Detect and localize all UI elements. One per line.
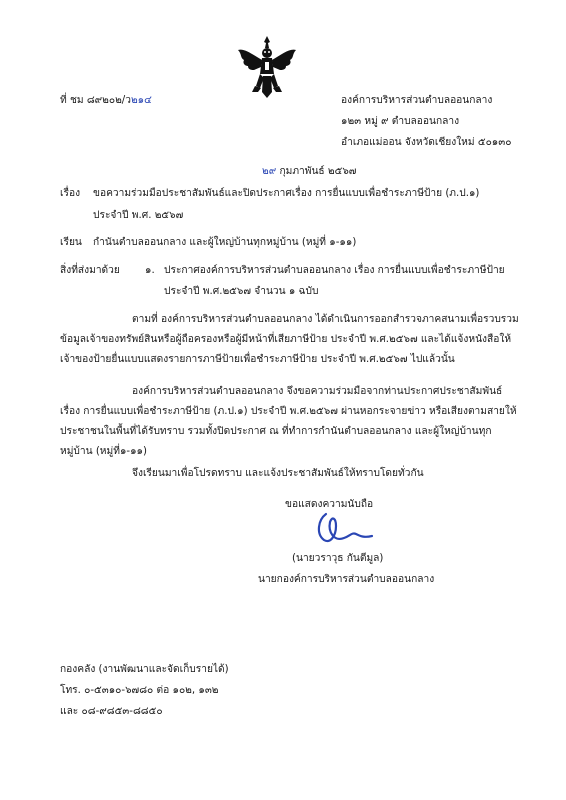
organization-name: องค์การบริหารส่วนตำบลออนกลาง [341, 95, 493, 106]
subject-line-1: ขอความร่วมมือประชาสัมพันธ์และปิดประกาศเรื่อง การยื่นแบบเพื่อชำระภาษีป้าย (ภ.ป.๑) [93, 188, 480, 199]
paragraph-1-line-3: เจ้าของป้ายยื่นแบบแสดงรายการภาษีป้ายเพื่อชำระภาษีป้าย ประจำปี พ.ศ.๒๕๖๗ ไปแล้วนั้น [60, 354, 455, 365]
paragraph-1-line-2: ข้อมูลเจ้าของทรัพย์สินหรือผู้ถือครองหรือผู้มีหน้าที่เสียภาษีป้าย ประจำปี พ.ศ.๒๕๖๗ และได้แจ้งหนังสือให้ [60, 334, 512, 345]
recipient-text: กำนันตำบลออนกลาง และผู้ใหญ่บ้านทุกหมู่บ้าน (หมู่ที่ ๑-๑๑) [93, 237, 357, 248]
signer-title: นายกองค์การบริหารส่วนตำบลออนกลาง [258, 574, 435, 585]
document-number-prefix: ที่ ชม ๘๙๒๐๒/ว [60, 95, 131, 106]
garuda-emblem-icon [234, 34, 300, 100]
closing-salutation: ขอแสดงความนับถือ [285, 499, 374, 510]
footer-department: กองคลัง (งานพัฒนาและจัดเก็บรายได้) [60, 664, 229, 675]
footer-phone: โทร. ๐-๕๓๑๐-๖๗๘๐ ต่อ ๑๐๒, ๑๓๒ [60, 685, 219, 696]
organization-address-line-2: อำเภอแม่ออน จังหวัดเชียงใหม่ ๕๐๑๓๐ [341, 137, 512, 148]
document-number [60, 92, 152, 108]
enclosure-line-1: ประกาศองค์การบริหารส่วนตำบลออนกลาง เรื่อง การยื่นแบบเพื่อชำระภาษีป้าย [164, 265, 505, 276]
document-date [262, 163, 356, 179]
signer-name: (นายวราวุธ กันตีมูล) [292, 553, 384, 564]
paragraph-2-line-3: ประชาชนในพื้นที่ได้รับทราบ รวมทั้งปิดประกาศ ณ ที่ทำการกำนันตำบลออนกลาง และผู้ใหญ่บ้านทุก [60, 426, 492, 437]
enclosure-item-number: ๑. [145, 265, 155, 276]
subject-line-2: ประจำปี พ.ศ. ๒๕๖๗ [93, 210, 184, 221]
document-number-handwritten: ๒๑๔ [130, 95, 152, 106]
date-day-handwritten: ๒๙ [262, 166, 277, 177]
handwritten-signature [312, 508, 374, 548]
enclosure-label: สิ่งที่ส่งมาด้วย [60, 265, 120, 276]
date-month-year: กุมภาพันธ์ ๒๕๖๗ [279, 166, 357, 177]
paragraph-1-line-1: ตามที่ องค์การบริหารส่วนตำบลออนกลาง ได้ดำเนินการออกสำรวจภาคสนามเพื่อรวบรวม [132, 314, 519, 325]
recipient-label: เรียน [60, 237, 82, 248]
enclosure-line-2: ประจำปี พ.ศ.๒๕๖๗ จำนวน ๑ ฉบับ [164, 286, 319, 297]
paragraph-2-line-4: หมู่บ้าน (หมู่ที่๑-๑๑) [60, 446, 147, 457]
footer-mobile: และ ๐๘-๙๘๕๓-๘๘๕๐ [60, 706, 163, 717]
paragraph-2-line-2: เรื่อง การยื่นแบบเพื่อชำระภาษีป้าย (ภ.ป.๑) ประจำปี พ.ศ.๒๕๖๗ ผ่านหอกระจายข่าว หรือเสียงตามสายให้ [60, 406, 517, 417]
subject-label: เรื่อง [60, 188, 81, 199]
paragraph-3: จึงเรียนมาเพื่อโปรดทราบ และแจ้งประชาสัมพันธ์ให้ทราบโดยทั่วกัน [132, 468, 424, 479]
paragraph-2-line-1: องค์การบริหารส่วนตำบลออนกลาง จึงขอความร่วมมือจากท่านประกาศประชาสัมพันธ์ [132, 386, 503, 397]
organization-address-line-1: ๑๒๓ หมู่ ๙ ตำบลออนกลาง [341, 116, 460, 127]
